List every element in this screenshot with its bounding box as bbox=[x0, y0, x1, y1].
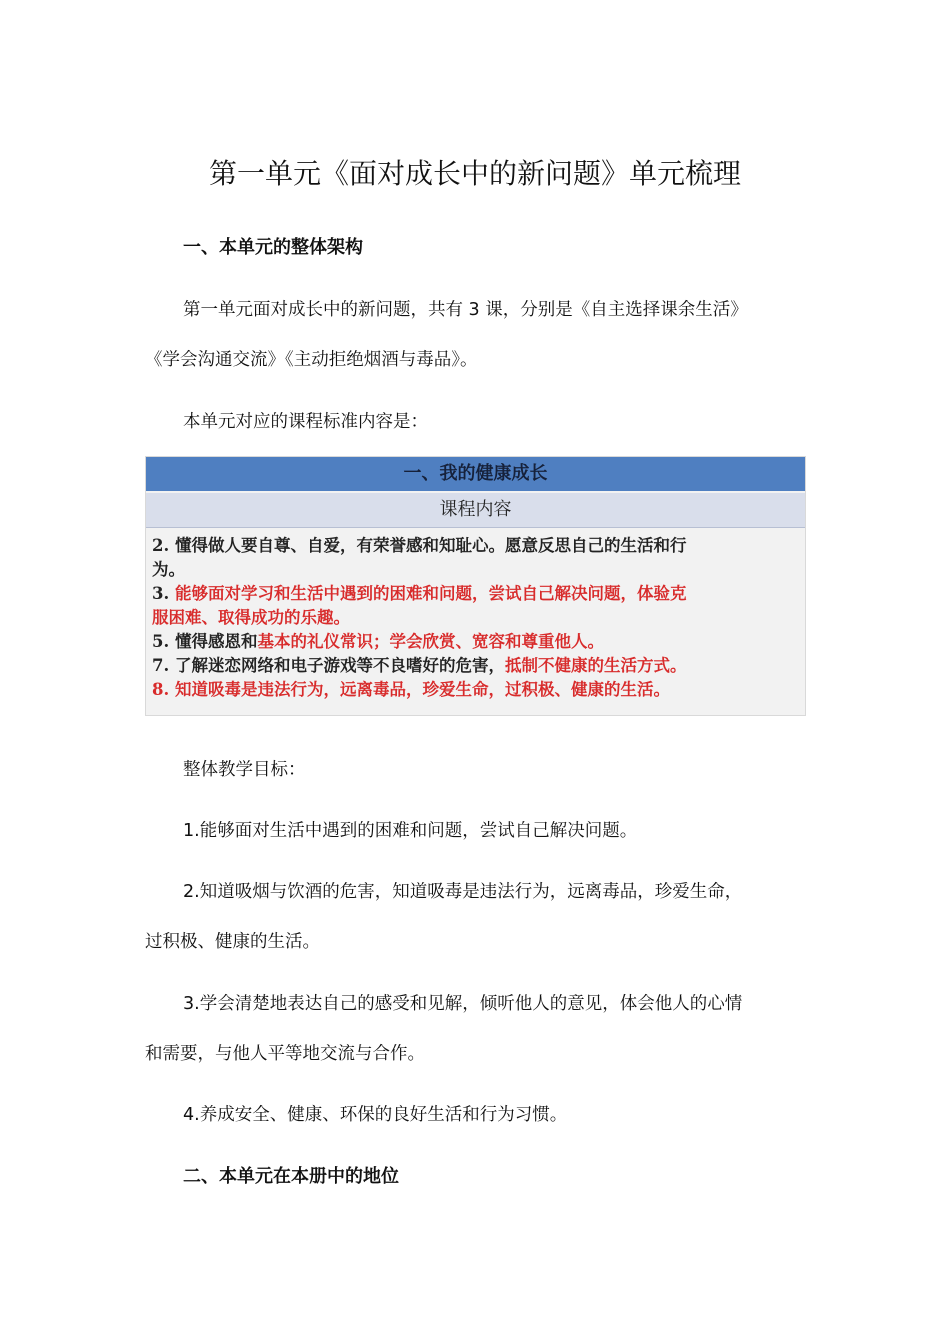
standard-item-7-red: 抵制不健康的生活方式。 bbox=[504, 656, 687, 675]
standard-item-7 bbox=[152, 654, 797, 678]
standard-item-2-line1: 2. 懂得做人要自尊、自爱，有荣誉感和知耻心。愿意反思自己的生活和行 bbox=[152, 536, 687, 555]
standard-item-8: 8. 知道吸毒是违法行为，远离毒品，珍爱生命，过积极、健康的生活。 bbox=[152, 680, 670, 699]
standard-item-3-number: 3. bbox=[152, 584, 170, 603]
standard-item-3-line1 bbox=[152, 582, 797, 606]
curriculum-standards-table bbox=[145, 456, 806, 716]
goal-3-line1: 3.学会清楚地表达自己的感受和见解，倾听他人的意见，体会他人的心情 bbox=[183, 994, 743, 1014]
table-body bbox=[146, 528, 805, 702]
standard-item-3-text: 能够面对学习和生活中遇到的困难和问题，尝试自己解决问题，体验克 bbox=[174, 584, 687, 603]
intro-paragraph-line2: 《学会沟通交流》《主动拒绝烟酒与毒品》。 bbox=[145, 350, 478, 370]
table-subheader: 课程内容 bbox=[146, 493, 805, 528]
standard-item-5-black: 5. 懂得感恩和 bbox=[152, 632, 258, 651]
intro-paragraph-line1: 第一单元面对成长中的新问题，共有 3 课，分别是《自主选择课余生活》 bbox=[183, 300, 748, 320]
standard-item-7-black: 7. 了解迷恋网络和电子游戏等不良嗜好的危害， bbox=[152, 656, 505, 675]
standard-item-3-line2: 服困难、取得成功的乐趣。 bbox=[152, 608, 350, 627]
section-heading-position: 二、本单元在本册中的地位 bbox=[183, 1166, 399, 1187]
goals-label: 整体教学目标： bbox=[183, 760, 306, 780]
goal-2-line1: 2.知道吸烟与饮酒的危害，知道吸毒是违法行为，远离毒品，珍爱生命， bbox=[183, 882, 743, 902]
goal-2-line2: 过积极、健康的生活。 bbox=[145, 932, 320, 952]
standard-item-2-line2: 为。 bbox=[152, 560, 185, 579]
goal-1: 1.能够面对生活中遇到的困难和问题，尝试自己解决问题。 bbox=[183, 821, 638, 841]
goal-3-line2: 和需要，与他人平等地交流与合作。 bbox=[145, 1044, 425, 1064]
standard-item-5-red: 基本的礼仪常识；学会欣赏、宽容和尊重他人。 bbox=[257, 632, 604, 651]
goal-4: 4.养成安全、健康、环保的良好生活和行为习惯。 bbox=[183, 1105, 568, 1125]
section-heading-structure: 一、本单元的整体架构 bbox=[183, 237, 363, 258]
standard-item-5 bbox=[152, 630, 797, 654]
table-header: 一、我的健康成长 bbox=[146, 457, 805, 491]
standards-label: 本单元对应的课程标准内容是： bbox=[183, 412, 428, 432]
page-title: 第一单元《面对成长中的新问题》单元梳理 bbox=[208, 157, 741, 190]
